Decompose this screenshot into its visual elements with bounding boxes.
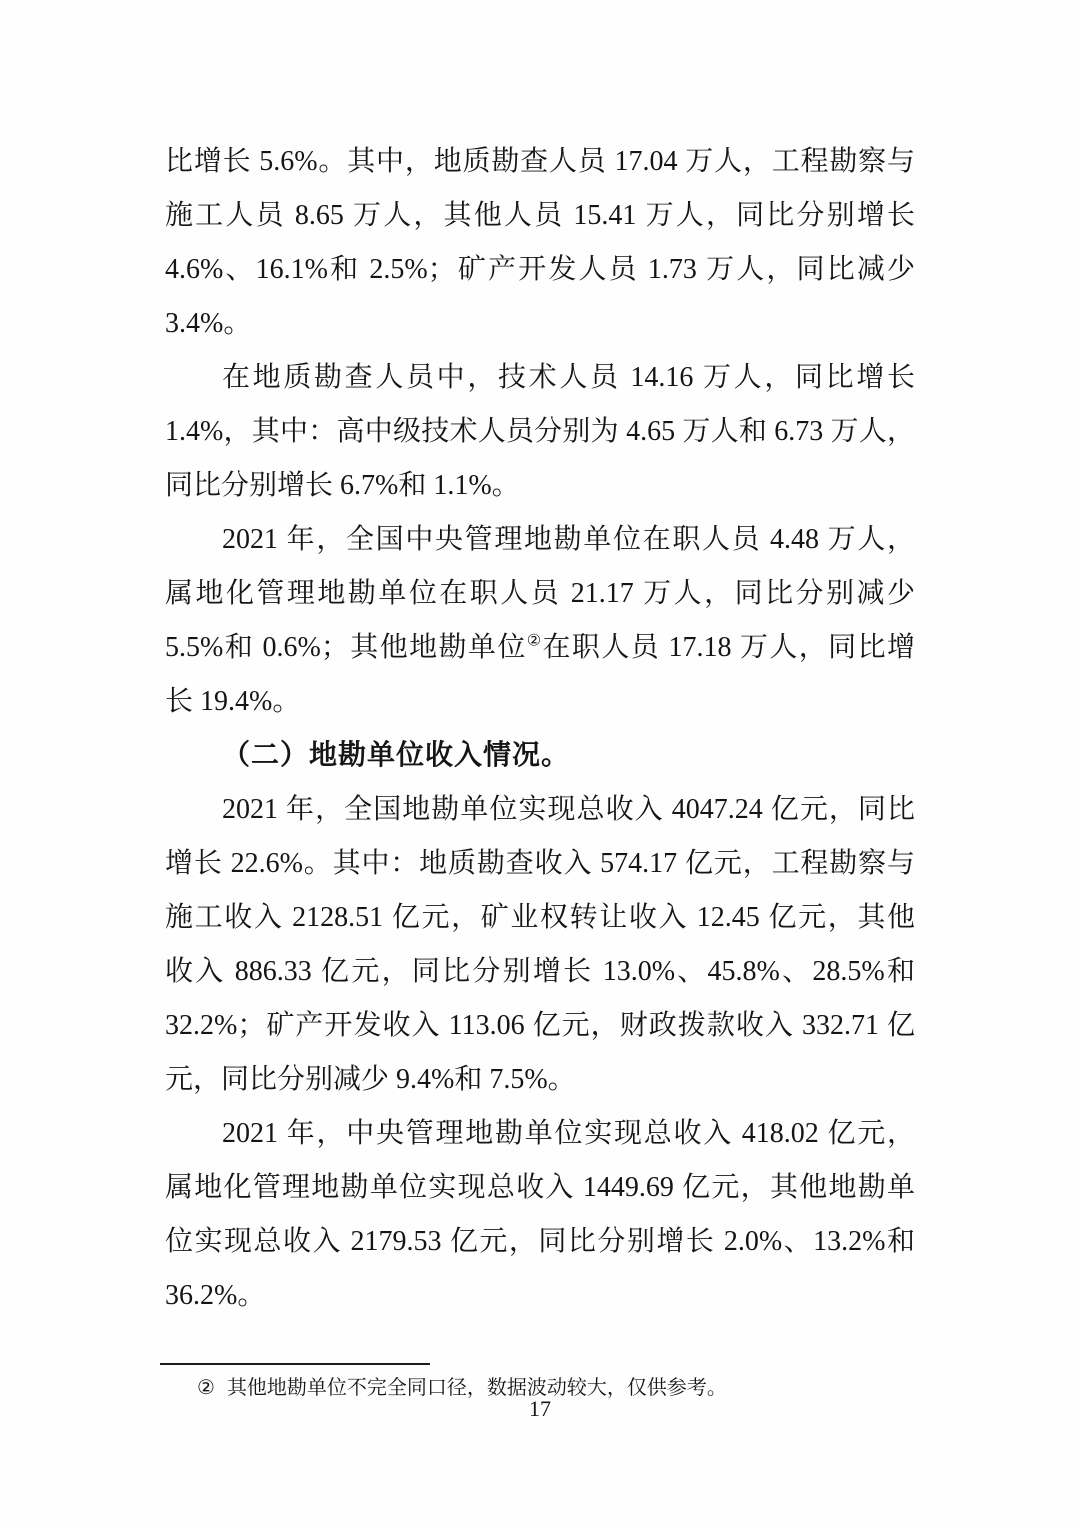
page-number: 17 bbox=[529, 1396, 551, 1421]
body-line: 2021 年，中央管理地勘单位实现总收入 418.02 亿元， bbox=[222, 1118, 915, 1149]
body-line-segment: 在职人员 17.18 万人，同比增 bbox=[542, 632, 915, 663]
footnote-ref-2: ② bbox=[526, 632, 543, 650]
footnote-text: 其他地勘单位不完全同口径，数据波动较大，仅供参考。 bbox=[226, 1377, 727, 1399]
body-line bbox=[165, 621, 915, 675]
footnote-separator bbox=[160, 1363, 430, 1365]
body-line: 施工人员 8.65 万人，其他人员 15.41 万人，同比分别增长 bbox=[165, 200, 915, 231]
body-line: 3.4%。 bbox=[165, 308, 252, 339]
body-line: 属地化管理地勘单位实现总收入 1449.69 亿元，其他地勘单 bbox=[165, 1172, 915, 1203]
section-heading: （二）地勘单位收入情况。 bbox=[222, 740, 571, 771]
body-line: 2021 年，全国地勘单位实现总收入 4047.24 亿元，同比 bbox=[222, 794, 915, 825]
body-line: 比增长 5.6%。其中，地质勘查人员 17.04 万人，工程勘察与 bbox=[165, 146, 915, 177]
body-line: 1.4%，其中：高中级技术人员分别为 4.65 万人和 6.73 万人， bbox=[165, 416, 915, 447]
body-line: 36.2%。 bbox=[165, 1280, 266, 1311]
body-line: 位实现总收入 2179.53 亿元，同比分别增长 2.0%、13.2%和 bbox=[165, 1226, 915, 1257]
body-line: 2021 年，全国中央管理地勘单位在职人员 4.48 万人， bbox=[222, 524, 915, 555]
body-line: 同比分别增长 6.7%和 1.1%。 bbox=[165, 470, 520, 501]
body-line: 收入 886.33 亿元，同比分别增长 13.0%、45.8%、28.5%和 bbox=[165, 956, 915, 987]
body-line: 32.2%；矿产开发收入 113.06 亿元，财政拨款收入 332.71 亿 bbox=[165, 1010, 915, 1041]
body-line: 在地质勘查人员中，技术人员 14.16 万人，同比增长 bbox=[222, 362, 915, 393]
body-line: 施工收入 2128.51 亿元，矿业权转让收入 12.45 亿元，其他 bbox=[165, 902, 915, 933]
body-line: 增长 22.6%。其中：地质勘查收入 574.17 亿元，工程勘察与 bbox=[165, 848, 915, 879]
body-line: 4.6%、16.1%和 2.5%；矿产开发人员 1.73 万人，同比减少 bbox=[165, 254, 915, 285]
body-line: 元，同比分别减少 9.4%和 7.5%。 bbox=[165, 1064, 576, 1095]
body-line-segment: 5.5%和 0.6%；其他地勘单位 bbox=[165, 632, 527, 663]
body-line: 长 19.4%。 bbox=[165, 686, 301, 717]
body-line: 属地化管理地勘单位在职人员 21.17 万人，同比分别减少 bbox=[165, 578, 915, 609]
page-body bbox=[165, 135, 915, 1323]
footnote-marker: ② bbox=[197, 1377, 215, 1399]
